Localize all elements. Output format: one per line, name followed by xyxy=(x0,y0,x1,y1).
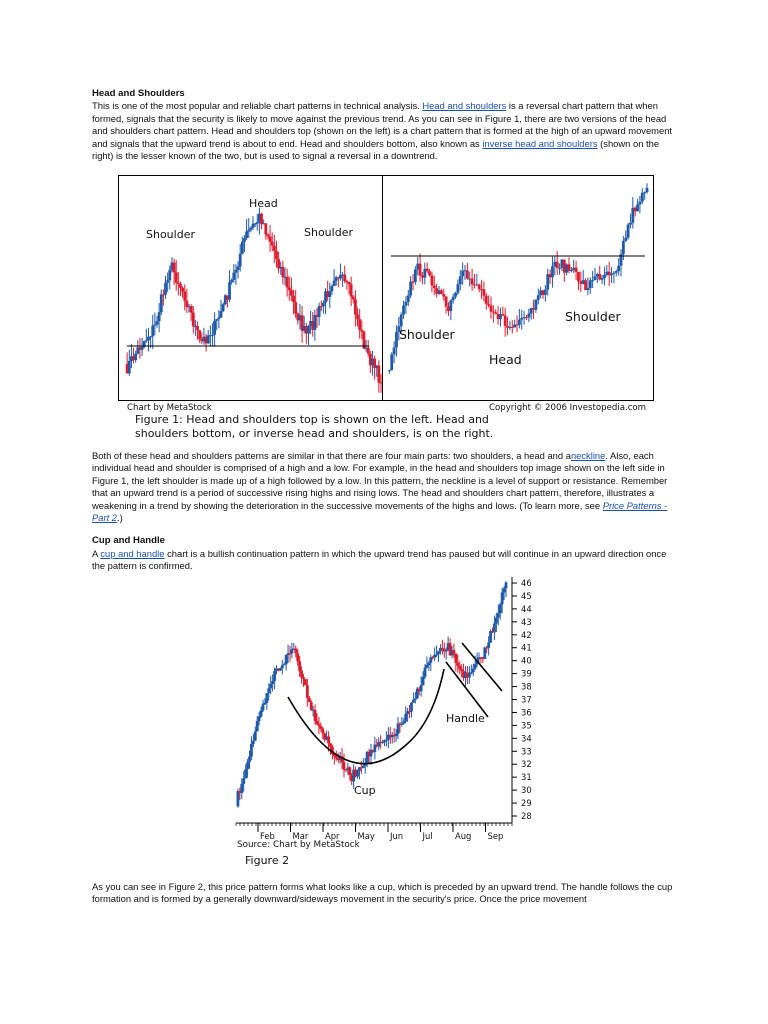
candle-body xyxy=(577,272,580,281)
candle-body xyxy=(316,721,319,725)
candle-body xyxy=(487,304,490,306)
candle-body xyxy=(250,744,253,757)
candle-body xyxy=(388,370,391,371)
candle-body xyxy=(314,710,317,721)
candle-body xyxy=(279,668,282,670)
paragraph-head-and-shoulders-intro xyxy=(92,100,677,162)
candle-body xyxy=(405,302,408,306)
candle-body xyxy=(331,286,334,291)
candle-body xyxy=(185,301,188,307)
candle-body xyxy=(402,722,405,724)
candle-body xyxy=(570,270,573,271)
candle-body xyxy=(240,784,243,793)
candle-body xyxy=(410,703,413,712)
candle-body xyxy=(288,287,291,290)
candle-body xyxy=(454,654,457,663)
candle-body xyxy=(296,653,299,661)
y-tick-label: 46 xyxy=(521,578,532,588)
y-tick-label: 43 xyxy=(521,616,532,627)
candle-body xyxy=(646,188,649,192)
candle-body xyxy=(461,271,464,277)
candle-body xyxy=(471,279,474,285)
candle-body xyxy=(624,238,627,241)
candle-body xyxy=(281,665,284,668)
candle-body xyxy=(414,699,417,700)
candle-body xyxy=(497,613,500,617)
link-price-patterns-part-2[interactable]: Price Patterns - Part 2 xyxy=(92,499,668,524)
link-inverse-head-and-shoulders[interactable]: inverse head and shoulders xyxy=(482,137,598,149)
x-tick-label: Jun xyxy=(390,831,404,841)
article xyxy=(92,88,677,162)
candle-body xyxy=(232,273,235,280)
candle-body xyxy=(228,282,231,300)
candle-body xyxy=(360,330,363,332)
label-shoulder-left-right: Shoulder xyxy=(304,226,353,239)
candle-body xyxy=(327,736,330,743)
candle-body xyxy=(230,280,233,282)
candle-body xyxy=(264,703,267,704)
candle-body xyxy=(449,300,452,311)
candle-body xyxy=(568,264,571,270)
candle-body xyxy=(535,300,538,310)
candle-body xyxy=(412,700,415,703)
label-shoulder-left-left: Shoulder xyxy=(146,228,195,241)
candle-body xyxy=(245,231,248,238)
candle-body xyxy=(318,306,321,317)
candle-body xyxy=(490,305,493,311)
candle-body xyxy=(356,314,359,319)
candle-body xyxy=(335,756,338,758)
candle-body xyxy=(395,734,398,736)
candle-body xyxy=(179,284,182,288)
candle-body xyxy=(237,267,240,270)
candle-body xyxy=(504,316,507,327)
candle-body xyxy=(304,679,307,685)
candle-body xyxy=(499,604,502,613)
candle-body xyxy=(544,290,547,295)
candle-body xyxy=(501,314,504,315)
candle-body xyxy=(456,663,459,666)
x-tick-label: Aug xyxy=(455,831,472,841)
candle-body xyxy=(269,684,272,688)
label-head-right: Head xyxy=(489,352,522,367)
y-tick-label: 37 xyxy=(521,694,532,705)
y-tick-label: 32 xyxy=(521,759,532,770)
article-end xyxy=(92,881,677,906)
candle-body xyxy=(527,314,530,318)
candle-body xyxy=(636,204,639,211)
figure-2-caption: Figure 2 xyxy=(245,854,290,867)
candle-body xyxy=(328,291,331,297)
candle-body xyxy=(273,246,276,251)
candle-body xyxy=(454,293,457,297)
candle-body xyxy=(629,223,632,225)
text: (shown on the right) is the lesser known of the two, but is used to signal a reversal in a downtrend. xyxy=(92,137,660,162)
candle-body xyxy=(294,649,297,654)
candle-body xyxy=(196,326,199,330)
candle-body xyxy=(358,319,361,330)
candle-body xyxy=(260,214,263,224)
candle-body xyxy=(237,791,240,806)
candle-body xyxy=(556,262,559,268)
candle-body xyxy=(613,273,616,274)
candle-body xyxy=(594,276,597,280)
candle-body xyxy=(153,325,156,326)
candle-body xyxy=(145,340,148,341)
candle-body xyxy=(302,677,305,679)
y-tick-label: 30 xyxy=(521,785,532,796)
cup-curve xyxy=(288,669,444,764)
y-tick-label: 39 xyxy=(521,668,532,679)
candle-body xyxy=(385,740,388,741)
candle-body xyxy=(173,262,176,272)
candle-body xyxy=(400,315,403,327)
candle-body xyxy=(254,224,257,225)
candle-body xyxy=(400,724,403,725)
y-tick-label: 40 xyxy=(521,655,532,666)
candle-body xyxy=(156,321,159,324)
paragraph-cup-and-handle-intro xyxy=(92,548,677,573)
candle-body xyxy=(149,336,152,337)
candle-body xyxy=(445,651,448,652)
figure-1-svg xyxy=(119,176,653,400)
y-tick-label: 42 xyxy=(521,629,532,640)
candle-body xyxy=(468,674,471,678)
candle-body xyxy=(356,771,359,776)
candle-body xyxy=(426,665,429,668)
candle-body xyxy=(291,649,294,653)
candle-body xyxy=(308,698,311,702)
candle-body xyxy=(211,335,214,336)
candle-body xyxy=(350,284,353,296)
candle-body xyxy=(495,618,498,624)
candle-body xyxy=(551,266,554,277)
label-shoulder-right-right: Shoulder xyxy=(565,309,621,324)
candle-body xyxy=(489,631,492,642)
text: chart is a bullish continuation pattern in which the upward trend has paused but will continue in an upward direction once the pattern is confirmed. xyxy=(92,547,667,572)
candle-body xyxy=(181,288,184,292)
candle-body xyxy=(343,762,346,769)
candle-body xyxy=(641,193,644,202)
candle-body xyxy=(207,335,210,343)
candle-body xyxy=(427,663,430,665)
figure-1-caption: Figure 1: Head and shoulders top is shown on the left. Head and shoulders bottom, or inverse head and shoulders, is on the right. xyxy=(135,413,494,440)
candle-body xyxy=(589,280,592,288)
candle-body xyxy=(262,704,265,710)
candle-body xyxy=(158,312,161,321)
candle-body xyxy=(407,295,410,301)
candle-body xyxy=(269,237,272,242)
candle-body xyxy=(395,332,398,348)
candle-body xyxy=(292,296,295,303)
candle-body xyxy=(162,294,165,295)
candle-body xyxy=(503,588,506,592)
candle-body xyxy=(414,269,417,282)
label-shoulder-right-left: Shoulder xyxy=(399,327,455,342)
candle-body xyxy=(166,280,169,282)
candle-body xyxy=(470,672,473,673)
candle-body xyxy=(501,592,504,604)
y-tick-label: 44 xyxy=(521,603,532,614)
candle-body xyxy=(587,288,590,290)
candle-body xyxy=(294,302,297,313)
candle-body xyxy=(248,757,251,763)
candle-body xyxy=(487,643,490,648)
candle-body xyxy=(220,311,223,317)
candle-body xyxy=(235,270,238,273)
candle-body xyxy=(319,726,322,728)
candle-body xyxy=(222,304,225,311)
candle-body xyxy=(452,297,455,301)
candle-body xyxy=(242,778,245,783)
candle-body xyxy=(164,283,167,295)
candle-body xyxy=(241,242,244,254)
x-tick-label: Sep xyxy=(487,831,504,841)
candle-body xyxy=(428,271,431,275)
candle-body xyxy=(267,688,270,693)
candle-body xyxy=(431,275,434,285)
x-tick-label: Jul xyxy=(422,831,433,841)
candle-body xyxy=(310,702,313,710)
y-tick-label: 33 xyxy=(521,746,532,757)
candle-body xyxy=(265,693,268,703)
y-tick-label: 45 xyxy=(521,590,532,601)
label-head-left: Head xyxy=(249,197,278,210)
candle-body xyxy=(343,274,346,281)
text: A xyxy=(92,547,101,559)
candle-body xyxy=(141,347,144,350)
text: Both of these head and shoulders patterns are similar in that there are four main parts: two shoulders, a head and a xyxy=(92,450,571,461)
candle-body xyxy=(298,661,301,671)
candle-body xyxy=(247,230,250,232)
y-tick-label: 29 xyxy=(521,798,532,809)
candle-body xyxy=(264,223,267,234)
candle-body xyxy=(243,238,246,242)
candle-body xyxy=(478,285,481,289)
candle-body xyxy=(273,671,276,681)
candle-body xyxy=(329,743,332,746)
x-tick-label: May xyxy=(357,831,375,841)
annotation-handle: Handle xyxy=(446,712,485,725)
candle-body xyxy=(256,721,259,731)
candle-body xyxy=(362,766,365,768)
candle-body xyxy=(256,222,259,224)
candle-body xyxy=(320,306,323,307)
candle-body xyxy=(271,681,274,684)
candle-body xyxy=(281,267,284,277)
candle-body xyxy=(300,671,303,677)
candle-body xyxy=(575,268,578,272)
figure-1-credit-right: Copyright © 2006 Investopedia.com xyxy=(489,403,647,413)
candle-body xyxy=(381,742,384,743)
candle-body xyxy=(442,294,445,297)
link-head-and-shoulders[interactable]: Head and shoulders xyxy=(422,100,507,112)
y-tick-label: 35 xyxy=(521,720,532,731)
candle-body xyxy=(483,289,486,296)
candle-body xyxy=(333,281,336,286)
link-cup-and-handle[interactable]: cup and handle xyxy=(100,547,165,559)
candle-body xyxy=(318,724,321,726)
candle-body xyxy=(591,280,594,281)
candle-body xyxy=(437,651,440,654)
y-tick-label: 38 xyxy=(521,681,532,692)
candle-body xyxy=(290,290,293,296)
figure-2-source: Source: Chart by MetaStock xyxy=(237,840,360,850)
candle-body xyxy=(603,275,606,278)
candle-body xyxy=(558,268,561,269)
candle-body xyxy=(610,274,613,275)
y-tick-label: 34 xyxy=(521,733,532,744)
candle-body xyxy=(348,282,351,284)
figure-1-divider xyxy=(382,176,383,400)
candle-body xyxy=(313,315,316,330)
candle-body xyxy=(493,624,496,633)
candle-body xyxy=(160,294,163,312)
candle-body xyxy=(440,290,443,294)
candle-body xyxy=(267,234,270,236)
candle-body xyxy=(177,283,180,284)
candle-body xyxy=(457,284,460,293)
candle-body xyxy=(424,668,427,677)
section-heading-head-and-shoulders: Head and Shoulders xyxy=(92,88,185,99)
candle-body xyxy=(307,326,310,334)
candle-body xyxy=(404,714,407,722)
x-tick-label: Apr xyxy=(325,831,340,841)
candle-body xyxy=(520,318,523,320)
candle-body xyxy=(377,366,380,383)
candle-body xyxy=(354,299,357,314)
candle-body xyxy=(239,254,242,267)
figure-1-chart xyxy=(118,175,654,401)
candle-body xyxy=(615,271,618,273)
link-neckline[interactable]: neckline xyxy=(570,450,606,461)
candle-body xyxy=(175,272,178,282)
candle-body xyxy=(409,282,412,296)
candle-body xyxy=(639,202,642,205)
candle-body xyxy=(617,266,620,271)
candle-body xyxy=(192,312,195,326)
candle-body xyxy=(217,318,220,320)
candle-body xyxy=(643,192,646,193)
y-tick-label: 36 xyxy=(521,707,532,718)
candle-body xyxy=(474,664,477,668)
candle-body xyxy=(466,270,469,278)
x-tick-label: Mar xyxy=(292,831,309,841)
candle-body xyxy=(198,330,201,339)
candle-body xyxy=(215,319,218,321)
candle-body xyxy=(321,729,324,734)
candle-body xyxy=(420,685,423,691)
candle-body xyxy=(275,251,278,259)
candle-body xyxy=(151,326,154,337)
candle-body xyxy=(505,582,508,588)
text: . Also, each individual head and shoulder is comprised of a high and a low. For example, in the head and shoulders top image shown on the left side in Figure 1, the left shoulder is made up of a high followed by a low. In this pattern, the neckline is a level of support or resistance. Remember that an upward trend is a period of successive rising highs and rising lows. The head and shoulders chart pattern, therefore, illustrates a weakening in a trend by showing the deterioration in the successive movements of the highs and lows. (To learn more, see xyxy=(92,450,668,511)
candle-body xyxy=(601,278,604,280)
candle-body xyxy=(168,270,171,280)
candle-body xyxy=(128,361,131,373)
text: is a reversal chart pattern that when formed, signals that the security is likely to move against the previous trend. As you can see in Figure 1, there are two versions of the head and shoulders chart pattern. Head and shoulders top (shown on the left) is a chart pattern that is formed at the high of an upward movement and signals that the upward trend is about to end. Head and shoulders bottom, also known as xyxy=(92,100,673,149)
candle-body xyxy=(289,653,292,654)
candle-body xyxy=(460,669,463,671)
candle-body xyxy=(249,228,252,230)
candle-body xyxy=(285,655,288,664)
candle-body xyxy=(258,716,261,721)
candle-body xyxy=(483,647,486,658)
candle-body xyxy=(244,769,247,778)
figure-2-chart xyxy=(228,577,548,841)
candle-body xyxy=(348,767,351,775)
candle-body xyxy=(627,225,630,238)
candle-body xyxy=(390,354,393,370)
candle-body xyxy=(367,348,370,354)
candle-body xyxy=(485,296,488,304)
candle-body xyxy=(213,321,216,335)
handle-line-upper xyxy=(462,643,502,691)
text: .) xyxy=(117,512,123,524)
article-continued xyxy=(92,450,677,573)
candle-body xyxy=(537,295,540,300)
candle-body xyxy=(622,241,625,254)
candle-body xyxy=(419,264,422,276)
y-tick-label: 41 xyxy=(521,642,532,653)
candle-body xyxy=(183,291,186,300)
candle-body xyxy=(518,320,521,325)
text: This is one of the most popular and reliable chart patterns in technical analysis. xyxy=(92,100,423,112)
candle-body xyxy=(254,732,257,741)
y-tick-label: 31 xyxy=(521,772,532,783)
candle-body xyxy=(246,762,249,769)
candle-body xyxy=(286,277,289,288)
y-tick-label: 28 xyxy=(521,811,532,821)
candle-body xyxy=(283,664,286,665)
candle-body xyxy=(190,306,193,312)
candle-body xyxy=(422,677,425,685)
annotation-cup: Cup xyxy=(354,784,376,797)
candle-body xyxy=(445,297,448,307)
candle-body xyxy=(322,303,325,306)
candle-body xyxy=(260,710,263,716)
candle-body xyxy=(402,306,405,315)
candle-body xyxy=(397,724,400,734)
candle-body xyxy=(433,285,436,288)
candle-body xyxy=(453,650,456,653)
candle-body xyxy=(252,741,255,744)
figure-1-credit-left: Chart by MetaStock xyxy=(127,403,212,413)
candle-body xyxy=(306,685,309,698)
candle-body xyxy=(494,312,497,314)
paragraph-cup-and-handle-figure-2: As you can see in Figure 2, this price pattern forms what looks like a cup, which is preceded by an upward trend. The handle follows the cup formation and is formed by a generally downward/sideways movement in the security's price. Once the price movement xyxy=(92,881,673,905)
candle-body xyxy=(458,666,461,669)
candle-body xyxy=(393,347,396,354)
candle-body xyxy=(426,269,429,271)
candle-body xyxy=(271,242,274,246)
candle-body xyxy=(352,297,355,300)
candle-body xyxy=(435,654,438,655)
paragraph-head-and-shoulders-parts xyxy=(92,450,677,524)
x-tick-label: Feb xyxy=(260,831,275,841)
candle-body xyxy=(134,354,137,360)
candle-body xyxy=(459,276,462,284)
section-heading-cup-and-handle: Cup and Handle xyxy=(92,535,166,547)
candle-body xyxy=(492,312,495,313)
figure-2-svg xyxy=(228,577,548,841)
candle-body xyxy=(472,669,475,673)
